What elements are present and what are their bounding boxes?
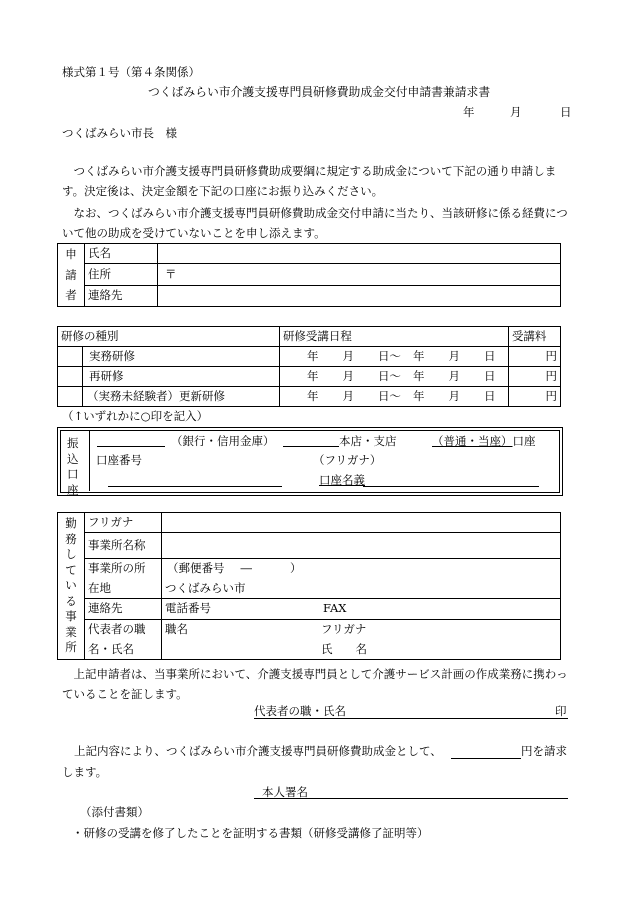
bank-divider <box>89 430 90 491</box>
document-title: つくばみらい市介護支援専門員研修費助成金交付申請書兼請求書 <box>148 85 491 99</box>
office-rep-label-2: 名・氏名 <box>85 640 162 660</box>
training-fee-header: 受講料 <box>508 327 560 347</box>
bank-name-line[interactable] <box>97 446 165 447</box>
form-number: 様式第１号（第４条関係） <box>62 65 200 79</box>
training-schedule-header: 研修受講日程 <box>279 327 508 347</box>
attachments-heading: （添付書類） <box>80 805 149 819</box>
bank-type: （銀行・信用金庫） <box>171 434 275 448</box>
training-name: 実務研修 <box>83 347 280 367</box>
office-name-field[interactable] <box>162 533 561 559</box>
training-schedule[interactable]: 年 月 日～ 年 月 日 <box>279 367 508 387</box>
training-mark-cell[interactable] <box>58 347 83 367</box>
claim-yen: 円を請求 <box>521 744 567 758</box>
seal-mark: 印 <box>555 704 567 718</box>
rep-furigana-label: フリガナ <box>318 620 561 640</box>
training-table <box>57 326 561 407</box>
account-holder-label: 口座名義 <box>319 473 365 487</box>
rep-sign-label: 代表者の職・氏名 <box>254 704 346 718</box>
date-month: 月 <box>510 105 522 119</box>
account-number-label: 口座番号 <box>96 453 142 467</box>
account-holder-line[interactable] <box>363 486 539 487</box>
applicant-address-field[interactable]: 〒 <box>158 264 561 285</box>
office-contact-field[interactable]: 電話番号 FAX <box>162 599 561 620</box>
self-sign-line[interactable] <box>254 798 568 799</box>
training-name: （実務未経験者）更新研修 <box>83 387 280 407</box>
office-postal-field[interactable]: （郵便番号 ― ） <box>162 559 561 579</box>
training-name: 再研修 <box>83 367 280 387</box>
training-fee[interactable]: 円 <box>508 367 560 387</box>
intro-paragraph-1: つくばみらい市介護支援専門員研修費助成要綱に規定する助成金について下記の通り申請します。決定後は、決定金額を下記の口座にお振り込みください。 <box>62 164 557 198</box>
claim-text-end: します。 <box>62 765 108 779</box>
rep-sign-line[interactable] <box>254 718 568 719</box>
training-note: （↑いずれかに○印を記入） <box>62 409 209 423</box>
applicant-contact-field[interactable] <box>158 285 561 306</box>
applicant-name-field[interactable] <box>158 244 561 264</box>
training-row <box>58 367 561 387</box>
training-mark-cell[interactable] <box>58 367 83 387</box>
branch-name-line[interactable] <box>283 446 339 447</box>
office-contact-label: 連絡先 <box>85 599 162 620</box>
office-furigana-label: フリガナ <box>85 513 162 533</box>
office-address-label: 事業所の所 <box>85 559 162 579</box>
rep-title-field[interactable] <box>162 640 319 660</box>
office-name-label: 事業所名称 <box>85 533 162 559</box>
office-rep-label: 代表者の職 <box>85 620 162 640</box>
training-schedule[interactable]: 年 月 日～ 年 月 日 <box>279 347 508 367</box>
claim-amount-line[interactable] <box>451 758 521 759</box>
applicant-label: 申請者 <box>58 244 85 307</box>
training-mark-cell[interactable] <box>58 387 83 407</box>
office-address-label-2: 在地 <box>85 579 162 599</box>
training-fee[interactable]: 円 <box>508 387 560 407</box>
claim-text: 上記内容により、つくばみらい市介護支援専門員研修費助成金として、 <box>74 744 442 758</box>
certification-text: 上記申請者は、当事業所において、介護支援専門員として介護サービス計画の作成業務に携わっていることを証します。 <box>62 667 568 701</box>
training-row <box>58 347 561 367</box>
rep-name-label: 氏 名 <box>318 640 561 660</box>
office-furigana-field[interactable] <box>162 513 561 533</box>
training-row <box>58 387 561 407</box>
bank-label: 振込口座 <box>67 436 79 497</box>
account-furigana: （フリガナ） <box>313 453 382 467</box>
applicant-address-label: 住所 <box>85 264 158 285</box>
date-year: 年 <box>463 105 475 119</box>
self-sign-label: 本人署名 <box>262 785 308 799</box>
date-day: 日 <box>560 105 572 119</box>
applicant-contact-label: 連絡先 <box>85 285 158 306</box>
intro-paragraph-2: なお、つくばみらい市介護支援専門員研修費助成金交付申請に当たり、当該研修に係る経費について他の助成を受けていないことを申し添えます。 <box>62 206 568 240</box>
office-label: 勤務している事業所 <box>58 513 85 660</box>
applicant-table <box>57 243 561 307</box>
account-type: （普通・当座）口座 <box>432 434 536 448</box>
attachments-item: ・研修の受講を修了したことを証明する書類（研修受講修了証明等） <box>72 826 429 840</box>
training-type-header: 研修の種別 <box>58 327 280 347</box>
branch-type: 本店・支店 <box>339 434 397 448</box>
addressee: つくばみらい市長 様 <box>62 126 177 140</box>
office-address-field[interactable]: つくばみらい市 <box>162 579 561 599</box>
office-table <box>57 512 561 660</box>
training-schedule[interactable]: 年 月 日～ 年 月 日 <box>279 387 508 407</box>
applicant-name-label: 氏名 <box>85 244 158 264</box>
rep-title-label: 職名 <box>162 620 319 640</box>
account-number-line[interactable] <box>108 486 282 487</box>
training-fee[interactable]: 円 <box>508 347 560 367</box>
